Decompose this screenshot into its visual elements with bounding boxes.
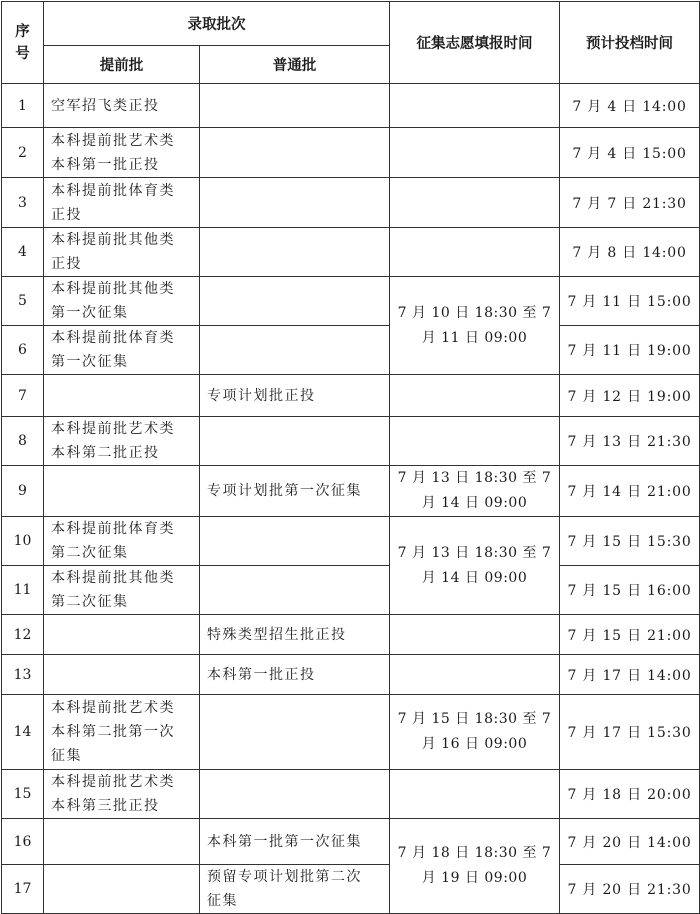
early-batch-cell [44, 865, 200, 914]
early-batch-cell [44, 228, 200, 277]
early-batch-cell [44, 178, 200, 228]
solicit-time-text: 7 月 10 日 18:30 至 7 [397, 304, 552, 321]
solicit-time-cell [390, 695, 560, 770]
table-row [2, 695, 700, 770]
early-batch-cell [44, 128, 200, 178]
regular-batch-cell [200, 466, 390, 517]
early-batch-text: 第一次征集 [51, 354, 129, 370]
early-batch-text: 第二次征集 [51, 545, 129, 561]
row-number: 14 [2, 695, 44, 770]
header-seq [2, 2, 44, 84]
early-batch-text: 本科第二批第一次 [51, 724, 175, 740]
solicit-time-text: 7 月 13 日 18:30 至 7 [397, 470, 552, 486]
header-seq-line: 序 [15, 23, 30, 40]
regular-batch-cell [200, 566, 390, 615]
early-batch-cell [44, 466, 200, 517]
solicit-time-cell [390, 417, 560, 466]
filing-time-cell: 7 月 17 日 14:00 [560, 655, 700, 695]
regular-batch-cell [200, 819, 390, 865]
solicit-time-text: 月 16 日 09:00 [421, 736, 528, 752]
table-row [2, 128, 700, 178]
filing-time-cell: 7 月 20 日 21:30 [560, 865, 700, 914]
solicit-time-cell [390, 277, 560, 375]
regular-batch-text: 专项计划批第一次征集 [207, 483, 362, 499]
early-batch-text: 本科第二批正投 [51, 445, 160, 461]
regular-batch-cell [200, 615, 390, 655]
table-body [2, 84, 700, 914]
header-admission-batch: 录取批次 [44, 2, 390, 46]
regular-batch-text: 特殊类型招生批正投 [207, 626, 347, 643]
solicit-time-cell [390, 770, 560, 819]
early-batch-text: 征集 [51, 748, 82, 764]
filing-time-cell: 7 月 4 日 15:00 [560, 128, 700, 178]
table-row [2, 178, 700, 228]
solicit-time-cell [390, 819, 560, 914]
early-batch-cell [44, 84, 200, 128]
solicit-time-cell [390, 128, 560, 178]
early-batch-text: 本科提前批艺术类 [51, 132, 175, 149]
solicit-time-text: 7 月 18 日 18:30 至 7 [397, 845, 552, 861]
table-row [2, 84, 700, 128]
regular-batch-text: 预留专项计划批第二次 [207, 869, 362, 885]
filing-time-cell: 7 月 4 日 14:00 [560, 84, 700, 128]
early-batch-text: 空军招飞类正投 [51, 97, 160, 114]
regular-batch-cell [200, 375, 390, 417]
table-row [2, 865, 700, 914]
solicit-time-text: 7 月 13 日 18:30 至 7 [397, 544, 552, 561]
solicit-time-text: 月 14 日 09:00 [421, 495, 528, 511]
filing-time-cell: 7 月 15 日 21:00 [560, 615, 700, 655]
row-number: 9 [2, 466, 44, 517]
table-row [2, 770, 700, 819]
regular-batch-cell [200, 865, 390, 914]
early-batch-cell [44, 417, 200, 466]
regular-batch-text: 本科第一批第一次征集 [207, 833, 362, 850]
regular-batch-cell [200, 228, 390, 277]
regular-batch-cell [200, 770, 390, 819]
table-row [2, 566, 700, 615]
row-number: 13 [2, 655, 44, 695]
early-batch-text: 正投 [51, 206, 82, 223]
early-batch-cell [44, 517, 200, 566]
filing-time-cell: 7 月 8 日 14:00 [560, 228, 700, 277]
solicit-time-cell [390, 517, 560, 615]
regular-batch-cell [200, 178, 390, 228]
early-batch-cell [44, 695, 200, 770]
filing-time-cell: 7 月 12 日 19:00 [560, 375, 700, 417]
row-number: 16 [2, 819, 44, 865]
table-row [2, 655, 700, 695]
filing-time-cell: 7 月 17 日 15:30 [560, 695, 700, 770]
table-row [2, 819, 700, 865]
solicit-time-text: 月 11 日 09:00 [421, 329, 528, 346]
early-batch-cell [44, 375, 200, 417]
row-number: 3 [2, 178, 44, 228]
filing-time-cell: 7 月 14 日 21:00 [560, 466, 700, 517]
regular-batch-cell [200, 655, 390, 695]
filing-time-cell: 7 月 15 日 16:00 [560, 566, 700, 615]
filing-time-cell: 7 月 20 日 14:00 [560, 819, 700, 865]
solicit-time-cell [390, 615, 560, 655]
table-row [2, 326, 700, 375]
filing-time-cell: 7 月 15 日 15:30 [560, 517, 700, 566]
early-batch-cell [44, 277, 200, 326]
header-regular-batch: 普通批 [200, 46, 390, 84]
table-row [2, 277, 700, 326]
solicit-time-cell [390, 84, 560, 128]
solicit-time-cell [390, 178, 560, 228]
solicit-time-cell [390, 228, 560, 277]
early-batch-cell [44, 819, 200, 865]
solicit-time-text: 7 月 15 日 18:30 至 7 [397, 711, 552, 727]
solicit-time-cell [390, 375, 560, 417]
solicit-time-cell [390, 655, 560, 695]
filing-time-cell: 7 月 11 日 15:00 [560, 277, 700, 326]
early-batch-text: 本科提前批艺术类 [51, 774, 175, 790]
early-batch-text: 本科提前批其他类 [51, 570, 175, 586]
early-batch-text: 正投 [51, 256, 82, 272]
early-batch-cell [44, 655, 200, 695]
table-row [2, 517, 700, 566]
early-batch-text: 本科提前批其他类 [51, 232, 175, 248]
early-batch-text: 本科第一批正投 [51, 156, 160, 173]
regular-batch-text: 专项计划批正投 [207, 387, 316, 404]
regular-batch-cell [200, 695, 390, 770]
filing-time-cell: 7 月 7 日 21:30 [560, 178, 700, 228]
early-batch-text: 本科提前批体育类 [51, 330, 175, 346]
early-batch-text: 本科提前批体育类 [51, 521, 175, 537]
early-batch-cell [44, 326, 200, 375]
row-number: 11 [2, 566, 44, 615]
filing-time-cell: 7 月 11 日 19:00 [560, 326, 700, 375]
early-batch-cell [44, 566, 200, 615]
regular-batch-cell [200, 277, 390, 326]
early-batch-text: 本科提前批艺术类 [51, 700, 175, 716]
regular-batch-cell [200, 84, 390, 128]
row-number: 8 [2, 417, 44, 466]
table-row [2, 417, 700, 466]
row-number: 12 [2, 615, 44, 655]
table-row [2, 615, 700, 655]
row-number: 7 [2, 375, 44, 417]
admission-schedule-table [1, 1, 700, 914]
header-seq-line: 号 [15, 45, 30, 62]
regular-batch-cell [200, 128, 390, 178]
table-row [2, 466, 700, 517]
regular-batch-cell [200, 417, 390, 466]
table-row [2, 228, 700, 277]
row-number: 15 [2, 770, 44, 819]
row-number: 5 [2, 277, 44, 326]
row-number: 2 [2, 128, 44, 178]
row-number: 4 [2, 228, 44, 277]
early-batch-text: 第二次征集 [51, 594, 129, 610]
regular-batch-text: 本科第一批正投 [207, 666, 316, 683]
row-number: 6 [2, 326, 44, 375]
early-batch-text: 第一次征集 [51, 305, 129, 321]
early-batch-text: 本科提前批其他类 [51, 281, 175, 297]
solicit-time-text: 月 19 日 09:00 [421, 870, 528, 886]
early-batch-text: 本科提前批艺术类 [51, 421, 175, 437]
early-batch-cell [44, 770, 200, 819]
table-row [2, 375, 700, 417]
header-early-batch: 提前批 [44, 46, 200, 84]
row-number: 17 [2, 865, 44, 914]
regular-batch-cell [200, 326, 390, 375]
row-number: 1 [2, 84, 44, 128]
regular-batch-text: 征集 [207, 893, 238, 909]
solicit-time-cell [390, 466, 560, 517]
regular-batch-cell [200, 517, 390, 566]
early-batch-cell [44, 615, 200, 655]
header-filing-time: 预计投档时间 [560, 2, 700, 84]
early-batch-text: 本科第三批正投 [51, 798, 160, 814]
filing-time-cell: 7 月 13 日 21:30 [560, 417, 700, 466]
early-batch-text: 本科提前批体育类 [51, 182, 175, 199]
solicit-time-text: 月 14 日 09:00 [421, 569, 528, 586]
header-solicit-time: 征集志愿填报时间 [390, 2, 560, 84]
filing-time-cell: 7 月 18 日 20:00 [560, 770, 700, 819]
row-number: 10 [2, 517, 44, 566]
